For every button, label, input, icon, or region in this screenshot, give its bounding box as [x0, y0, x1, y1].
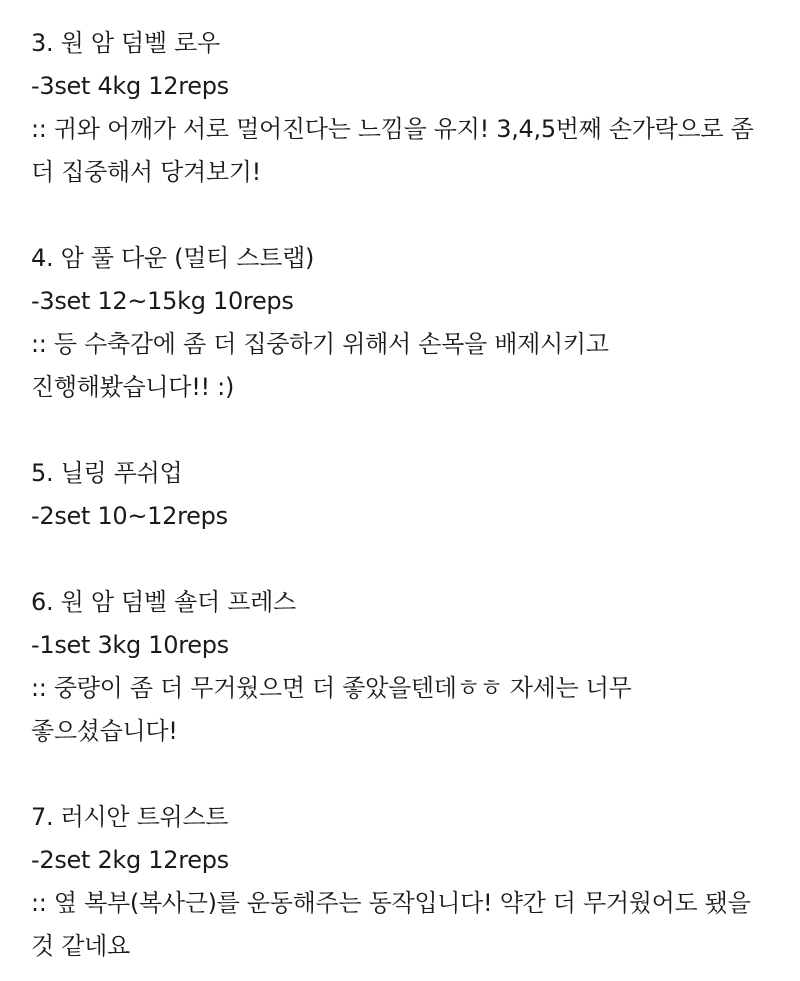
exercise-title: 5. 닐링 푸쉬업: [31, 459, 183, 487]
section-spacer: [31, 538, 781, 581]
exercise-note: 더 집중해서 당겨보기!: [31, 158, 261, 186]
exercise-title: 4. 암 풀 다운 (멀티 스트랩): [31, 244, 315, 272]
exercise-note: 좋으셨습니다!: [31, 717, 178, 745]
exercise-detail: -2set 10~12reps: [31, 502, 228, 530]
exercise-detail: -3set 4kg 12reps: [31, 72, 229, 100]
exercise-detail: -3set 12~15kg 10reps: [31, 287, 294, 315]
exercise-note: :: 등 수축감에 좀 더 집중하기 위해서 손목을 배제시키고: [31, 330, 609, 358]
exercise-title: 6. 원 암 덤벨 숄더 프레스: [31, 588, 296, 616]
exercise-title: 3. 원 암 덤벨 로우: [31, 29, 220, 57]
exercise-detail: -2set 2kg 12reps: [31, 846, 229, 874]
exercise-note: 것 같네요: [31, 932, 130, 960]
exercise-note: :: 중량이 좀 더 무거웠으면 더 좋았을텐데ㅎㅎ 자세는 너무: [31, 674, 632, 702]
section-spacer: [31, 194, 781, 237]
exercise-title: 7. 러시안 트위스트: [31, 803, 229, 831]
workout-notes: [31, 22, 781, 968]
exercise-note: :: 귀와 어깨가 서로 멀어진다는 느낌을 유지! 3,4,5번째 손가락으로 좀: [31, 115, 754, 143]
exercise-detail: -1set 3kg 10reps: [31, 631, 229, 659]
exercise-note: 진행해봤습니다!! :): [31, 373, 235, 401]
section-spacer: [31, 753, 781, 796]
section-spacer: [31, 409, 781, 452]
exercise-note: :: 옆 복부(복사근)를 운동해주는 동작입니다! 약간 더 무거웠어도 됐을: [31, 889, 751, 917]
